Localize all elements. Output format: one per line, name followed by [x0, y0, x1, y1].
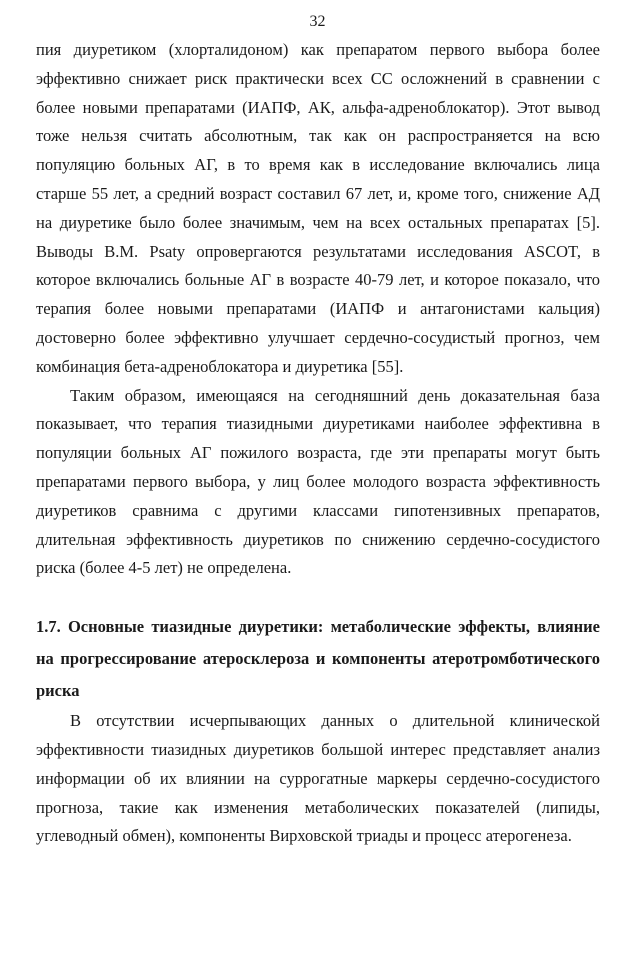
paragraph-continuation: пия диуретиком (хлорталидоном) как препаратом первого выбора более эффективно снижает риск практически всех СС осложнений в сравнении с более новыми препаратами (ИАПФ, АК, альфа-адреноблокатор). Этот вывод тоже нельзя считать абсолютным, так как он распространяется на всю популяцию больных АГ, в то время как в исследование включались лица старше 55 лет, а средний возраст составил 67 лет, и, кроме того, снижение АД на диуретике было более значимым, чем на всех остальных препаратах [5]. Выводы B.M. Psaty опровергаются результатами исследования ASCOT, в которое включались больные АГ в возрасте 40-79 лет, и которое показало, что терапия более новыми препаратами (ИАПФ и антагонистами кальция) достоверно более эффективно улучшает сердечно-сосудистый прогноз, чем комбинация бета-адреноблокатора и диуретика [55].: [36, 40, 600, 376]
section-heading: 1.7. Основные тиазидные диуретики: метаболические эффекты, влияние на прогрессирование атеросклероза и компоненты атеротромботического риска: [36, 617, 600, 701]
page-number: 32: [309, 13, 326, 30]
paragraph-conclusion: Таким образом, имеющаяся на сегодняшний день доказательная база показывает, что терапия тиазидными диуретиками наиболее эффективна в популяции больных АГ пожилого возраста, где эти препараты могут быть препаратами первого выбора, у лиц более молодого возраста эффективность диуретиков сравнима с другими классами гипотензивных препаратов, длительная эффективность диуретиков по снижению сердечно-сосудистого риска (более 4-5 лет) не определена.: [36, 385, 600, 578]
document-body: [36, 36, 600, 851]
paragraph-section-intro: В отсутствии исчерпывающих данных о длительной клинической эффективности тиазидных диуретиков большой интерес представляет анализ информации об их влиянии на суррогатные маркеры сердечно-сосудистого прогноза, такие как изменения метаболических показателей (липиды, углеводный обмен), компоненты Вирховской триады и процесс атерогенеза.: [36, 711, 600, 846]
